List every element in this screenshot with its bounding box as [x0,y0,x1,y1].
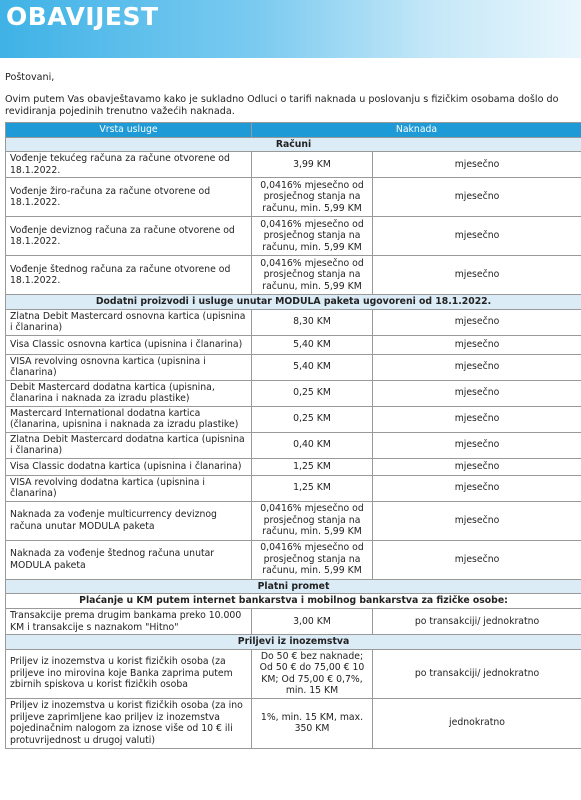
cell-frequency: mjesečno [373,380,581,406]
cell-amount: 0,40 KM [252,432,373,458]
cell-amount: 0,0416% mjesečno od prosječnog stanja na računu, min. 5,99 KM [252,217,373,256]
table-row [6,540,581,579]
cell-service: Priljev iz inozemstva u korist fizičkih osoba (za ino priljeve zaprimljene kao priljev iz inozemstva pojedinačnim nalogom za iznose više od 10 € ili protuvrijednost u drugoj valuti) [6,698,252,748]
cell-frequency: mjesečno [373,501,581,540]
cell-service: Vođenje tekućeg računa za račune otvorene od 18.1.2022. [6,152,252,178]
section-header [6,137,581,152]
cell-frequency: po transakciji/ jednokratno [373,609,581,635]
cell-service: Visa Classic dodatna kartica (upisnina i članarina) [6,458,252,475]
cell-frequency: mjesečno [373,178,581,217]
section-subheader [6,594,581,609]
cell-frequency: mjesečno [373,475,581,501]
cell-frequency: mjesečno [373,152,581,178]
cell-service: Zlatna Debit Mastercard osnovna kartica (upisnina i članarina) [6,309,252,335]
section-title: Platni promet [6,579,581,594]
fee-table [5,122,581,749]
cell-frequency: jednokratno [373,698,581,748]
table-row [6,335,581,354]
table-row [6,178,581,217]
table-row [6,152,581,178]
section-title: Računi [6,137,581,152]
table-row [6,406,581,432]
table-row [6,609,581,635]
cell-amount: 5,40 KM [252,335,373,354]
cell-service: VISA revolving osnovna kartica (upisnina i članarina) [6,354,252,380]
cell-service: Vođenje štednog računa za račune otvorene od 18.1.2022. [6,256,252,295]
table-row [6,256,581,295]
section-header [6,295,581,310]
cell-frequency: mjesečno [373,335,581,354]
cell-service: Vođenje žiro-računa za račune otvorene od 18.1.2022. [6,178,252,217]
cell-amount: 3,00 KM [252,609,373,635]
header-banner [0,0,581,58]
table-row [6,649,581,698]
cell-amount: 1%, min. 15 KM, max. 350 KM [252,698,373,748]
page-title: OBAVIJEST [6,2,159,31]
cell-frequency: mjesečno [373,354,581,380]
cell-service: Mastercard International dodatna kartica (članarina, upisnina i naknada za izradu plastike) [6,406,252,432]
cell-service: VISA revolving dodatna kartica (upisnina i članarina) [6,475,252,501]
cell-service: Naknada za vođenje štednog računa unutar MODULA paketa [6,540,252,579]
intro-paragraph: Ovim putem Vas obavještavamo kako je sukladno Odluci o tarifi naknada u poslovanju s fizičkim osobama došlo do revidiranja pojedinih trenutno važećih naknada. [5,94,559,117]
cell-service: Transakcije prema drugim bankama preko 10.000 KM i transakcije s naznakom "Hitno" [6,609,252,635]
cell-frequency: mjesečno [373,432,581,458]
cell-service: Priljev iz inozemstva u korist fizičkih osoba (za priljeve ino mirovina koje Banka zaprima putem zbirnih spiskova u korist fizičkih osoba [6,649,252,698]
table-row [6,380,581,406]
column-header-service: Vrsta usluge [6,123,252,138]
cell-amount: 5,40 KM [252,354,373,380]
cell-amount: 0,0416% mjesečno od prosječnog stanja na računu, min. 5,99 KM [252,501,373,540]
cell-frequency: mjesečno [373,406,581,432]
table-row [6,432,581,458]
section-header [6,635,581,650]
cell-service: Vođenje deviznog računa za račune otvorene od 18.1.2022. [6,217,252,256]
cell-amount: 0,25 KM [252,406,373,432]
table-row [6,217,581,256]
cell-service: Visa Classic osnovna kartica (upisnina i članarina) [6,335,252,354]
cell-frequency: mjesečno [373,540,581,579]
table-row [6,309,581,335]
table-row [6,475,581,501]
cell-service: Zlatna Debit Mastercard dodatna kartica (upisnina i članarina) [6,432,252,458]
cell-amount: 0,0416% mjesečno od prosječnog stanja na računu, min. 5,99 KM [252,540,373,579]
cell-amount: 0,0416% mjesečno od prosječnog stanja na računu, min. 5,99 KM [252,178,373,217]
cell-amount: 3,99 KM [252,152,373,178]
cell-frequency: mjesečno [373,458,581,475]
section-subtitle: Plaćanje u KM putem internet bankarstva i mobilnog bankarstva za fizičke osobe: [6,594,581,609]
column-header-fee: Naknada [252,123,581,138]
cell-amount: 0,0416% mjesečno od prosječnog stanja na računu, min. 5,99 KM [252,256,373,295]
cell-amount: 0,25 KM [252,380,373,406]
table-row [6,458,581,475]
section-header [6,579,581,594]
table-row [6,698,581,748]
cell-frequency: mjesečno [373,256,581,295]
cell-service: Naknada za vođenje multicurrency deviznog računa unutar MODULA paketa [6,501,252,540]
cell-amount: 1,25 KM [252,458,373,475]
cell-amount: 8,30 KM [252,309,373,335]
cell-frequency: mjesečno [373,309,581,335]
table-header-row [6,123,581,138]
section-title: Priljevi iz inozemstva [6,635,581,650]
cell-service: Debit Mastercard dodatna kartica (upisnina, članarina i naknada za izradu plastike) [6,380,252,406]
table-row [6,501,581,540]
cell-frequency: mjesečno [373,217,581,256]
cell-amount: 1,25 KM [252,475,373,501]
cell-frequency: po transakciji/ jednokratno [373,649,581,698]
greeting: Poštovani, [5,72,55,83]
table-row [6,354,581,380]
section-title: Dodatni proizvodi i usluge unutar MODULA paketa ugovoreni od 18.1.2022. [6,295,581,310]
cell-amount: Do 50 € bez naknade; Od 50 € do 75,00 € 10 KM; Od 75,00 € 0,7%, min. 15 KM [252,649,373,698]
